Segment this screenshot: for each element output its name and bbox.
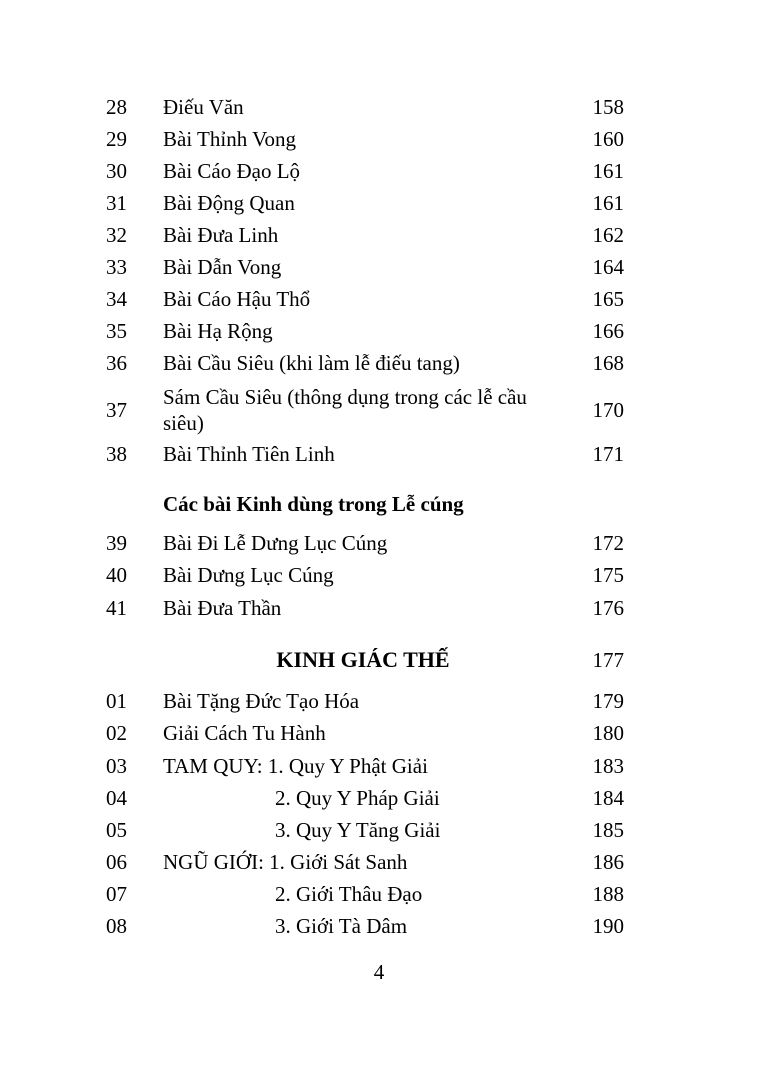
entry-title: 3. Quy Y Tăng Giải: [275, 818, 441, 842]
entry-number: 35: [106, 319, 127, 343]
entry-page: 171: [592, 442, 624, 466]
entry-page: 164: [592, 255, 624, 279]
entry-number: 28: [106, 95, 127, 119]
entry-title: Bài Cáo Hậu Thổ: [163, 287, 311, 311]
entry-title-line: siêu): [163, 411, 204, 435]
entry-title: Bài Đưa Thần: [163, 596, 282, 620]
entry-page: 168: [592, 351, 624, 375]
entry-page: 160: [592, 127, 624, 151]
entry-number: 30: [106, 159, 127, 183]
entry-title: 2. Quy Y Pháp Giải: [275, 786, 440, 810]
entry-number: 39: [106, 531, 127, 555]
entry-number: 36: [106, 351, 127, 375]
entry-page: 165: [592, 287, 624, 311]
entry-title: Bài Thỉnh Tiên Linh: [163, 442, 335, 466]
chapter-page: 177: [592, 648, 624, 672]
entry-title: Bài Tặng Đức Tạo Hóa: [163, 689, 360, 713]
entry-page: 162: [592, 223, 624, 247]
entry-page: 172: [592, 531, 624, 555]
entry-number: 07: [106, 882, 127, 906]
entry-number: 37: [106, 398, 127, 422]
entry-title: Bài Đưa Linh: [163, 223, 279, 247]
entry-page: 188: [592, 882, 624, 906]
entry-title: Bài Thỉnh Vong: [163, 127, 297, 151]
section-title: Các bài Kinh dùng trong Lễ cúng: [163, 492, 464, 516]
chapter-title: KINH GIÁC THẾ: [276, 647, 450, 672]
entry-page: 161: [592, 191, 624, 215]
entry-page: 179: [592, 689, 624, 713]
entry-page: 170: [592, 398, 624, 422]
entry-title: NGŨ GIỚI: 1. Giới Sát Sanh: [163, 850, 408, 874]
entry-title: Bài Hạ Rộng: [163, 319, 273, 343]
entry-number: 05: [106, 818, 127, 842]
entry-number: 08: [106, 914, 127, 938]
entry-number: 31: [106, 191, 127, 215]
entry-number: 03: [106, 754, 127, 778]
entry-page: 180: [592, 721, 624, 745]
entry-page: 175: [592, 563, 624, 587]
page-number: 4: [373, 960, 385, 984]
entry-number: 33: [106, 255, 127, 279]
entry-title: 2. Giới Thâu Đạo: [275, 882, 423, 906]
entry-number: 01: [106, 689, 127, 713]
entry-number: 04: [106, 786, 127, 810]
entry-page: 161: [592, 159, 624, 183]
entry-page: 186: [592, 850, 624, 874]
entry-number: 41: [106, 596, 127, 620]
entry-title: Bài Cầu Siêu (khi làm lễ điếu tang): [163, 351, 460, 375]
entry-number: 40: [106, 563, 127, 587]
entry-title: Bài Dẫn Vong: [163, 255, 282, 279]
entry-title: Bài Động Quan: [163, 191, 295, 215]
entry-page: 185: [592, 818, 624, 842]
entry-page: 176: [592, 596, 624, 620]
entry-title-line: Sám Cầu Siêu (thông dụng trong các lễ cầu: [163, 385, 527, 409]
entry-number: 34: [106, 287, 127, 311]
entry-title: Bài Cáo Đạo Lộ: [163, 159, 301, 183]
entry-number: 38: [106, 442, 127, 466]
entry-page: 158: [592, 95, 624, 119]
entry-page: 166: [592, 319, 624, 343]
entry-number: 06: [106, 850, 127, 874]
entry-title: 3. Giới Tà Dâm: [275, 914, 408, 938]
entry-page: 183: [592, 754, 624, 778]
entry-title: Giải Cách Tu Hành: [163, 721, 326, 745]
entry-title: Bài Dưng Lục Cúng: [163, 563, 334, 587]
entry-title: Bài Đi Lễ Dưng Lục Cúng: [163, 531, 388, 555]
entry-title: TAM QUY: 1. Quy Y Phật Giải: [163, 754, 428, 778]
entry-number: 02: [106, 721, 127, 745]
entry-number: 29: [106, 127, 127, 151]
entry-page: 190: [592, 914, 624, 938]
entry-title: Điếu Văn: [163, 95, 244, 119]
toc-entry: [0, 384, 758, 436]
entry-page: 184: [592, 786, 624, 810]
entry-number: 32: [106, 223, 127, 247]
